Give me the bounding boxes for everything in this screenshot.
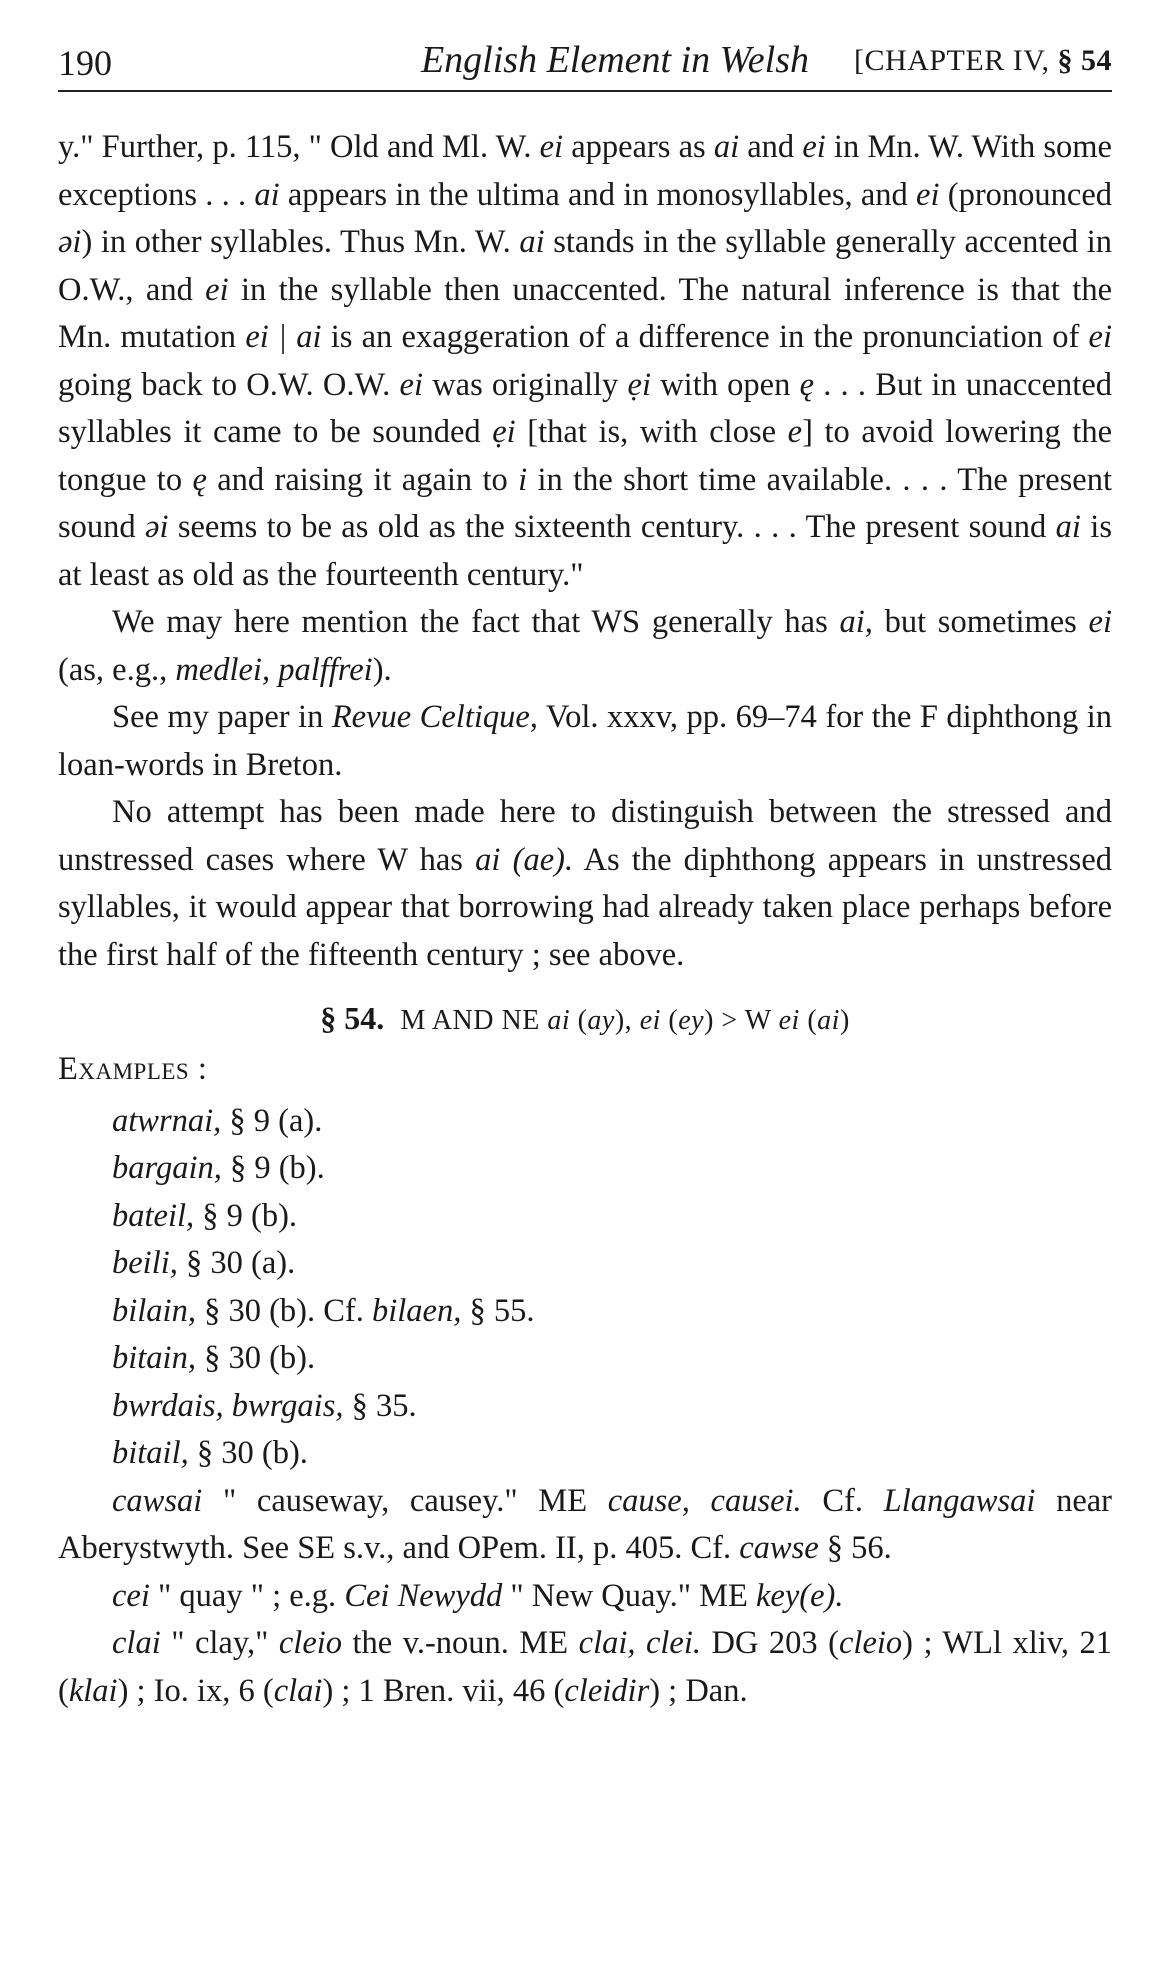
paragraph-ws-note: We may here mention the fact that WS generally has ai, but sometimes ei (as, e.g., medlei, palffrei).: [58, 604, 1112, 688]
list-item: bwrdais, bwrgais, § 35.: [112, 1387, 417, 1424]
examples-list: [58, 1098, 1112, 1478]
paragraph-stress-note: No attempt has been made here to distinguish between the stressed and unstressed cases where W has ai (ae). As the diphthong appears in unstressed syllables, it would appear that borrowing had already taken place perhaps before the first half of the fifteenth century ; see above.: [58, 794, 1112, 973]
chapter-label: [CHAPTER IV,: [854, 44, 1050, 77]
section-number: § 54: [1057, 44, 1112, 77]
entry-clai: clai " clay," cleio the v.-noun. ME clai, clei. DG 203 (cleio) ; WLl xliv, 21 (klai) ; Io. ix, 6 (clai) ; 1 Bren. vii, 46 (cleidir) ; Dan.: [58, 1625, 1112, 1709]
paragraph-revue-celtique: See my paper in Revue Celtique, Vol. xxxv, pp. 69–74 for the F diphthong in loan-words in Breton.: [58, 699, 1112, 783]
list-item: bitail, § 30 (b).: [112, 1435, 308, 1471]
running-header: [58, 30, 1112, 92]
entry-cei: cei " quay " ; e.g. Cei Newydd " New Quay." ME key(e).: [112, 1577, 844, 1614]
list-item: bilain, § 30 (b). Cf. bilaen, § 55.: [112, 1292, 535, 1329]
page-number: 190: [58, 43, 112, 83]
chapter-section-ref: [854, 44, 1112, 78]
paragraph-quote-continuation: y." Further, p. 115, " Old and Ml. W. ei appears as ai and ei in Mn. W. With some exceptions . . . ai appears in the ultima and in monosyllables, and ei (pronounced əi) in other syllables. Thus Mn. W. ai stands in the syllable generally accented in O.W., and ei in the syllable then unaccented. The natural inference is that the Mn. mutation ei | ai is an exaggeration of a difference in the pronunciation of ei going back to O.W. O.W. ei was originally ẹi with open ę . . . But in unaccented syllables it came to be sounded ẹi [that is, with close e] to avoid lowering the tongue to ę and raising it again to i in the short time available. . . . The present sound əi seems to be as old as the sixteenth century. . . . The present sound ai is at least as old as the fourteenth century.": [58, 129, 1113, 593]
list-item: bateil, § 9 (b).: [112, 1197, 298, 1234]
section-heading: § 54. M AND NE ai (ay), ei (ey) > W ei (ai): [320, 1000, 850, 1036]
entry-cawsai: cawsai " causeway, causey." ME cause, causei. Cf. Llangawsai near Aberystwyth. See SE s.v., and OPem. II, p. 405. Cf. cawse § 56.: [58, 1482, 1112, 1566]
examples-label: Examples :: [58, 1051, 208, 1087]
list-item: atwrnai, § 9 (a).: [112, 1102, 323, 1139]
list-item: bargain, § 9 (b).: [112, 1150, 325, 1186]
section-heading-number: § 54.: [320, 1000, 385, 1036]
running-title: English Element in Welsh: [420, 39, 810, 81]
list-item: beili, § 30 (a).: [112, 1245, 296, 1281]
list-item: bitain, § 30 (b).: [112, 1340, 316, 1376]
page-body: [58, 124, 1112, 1715]
